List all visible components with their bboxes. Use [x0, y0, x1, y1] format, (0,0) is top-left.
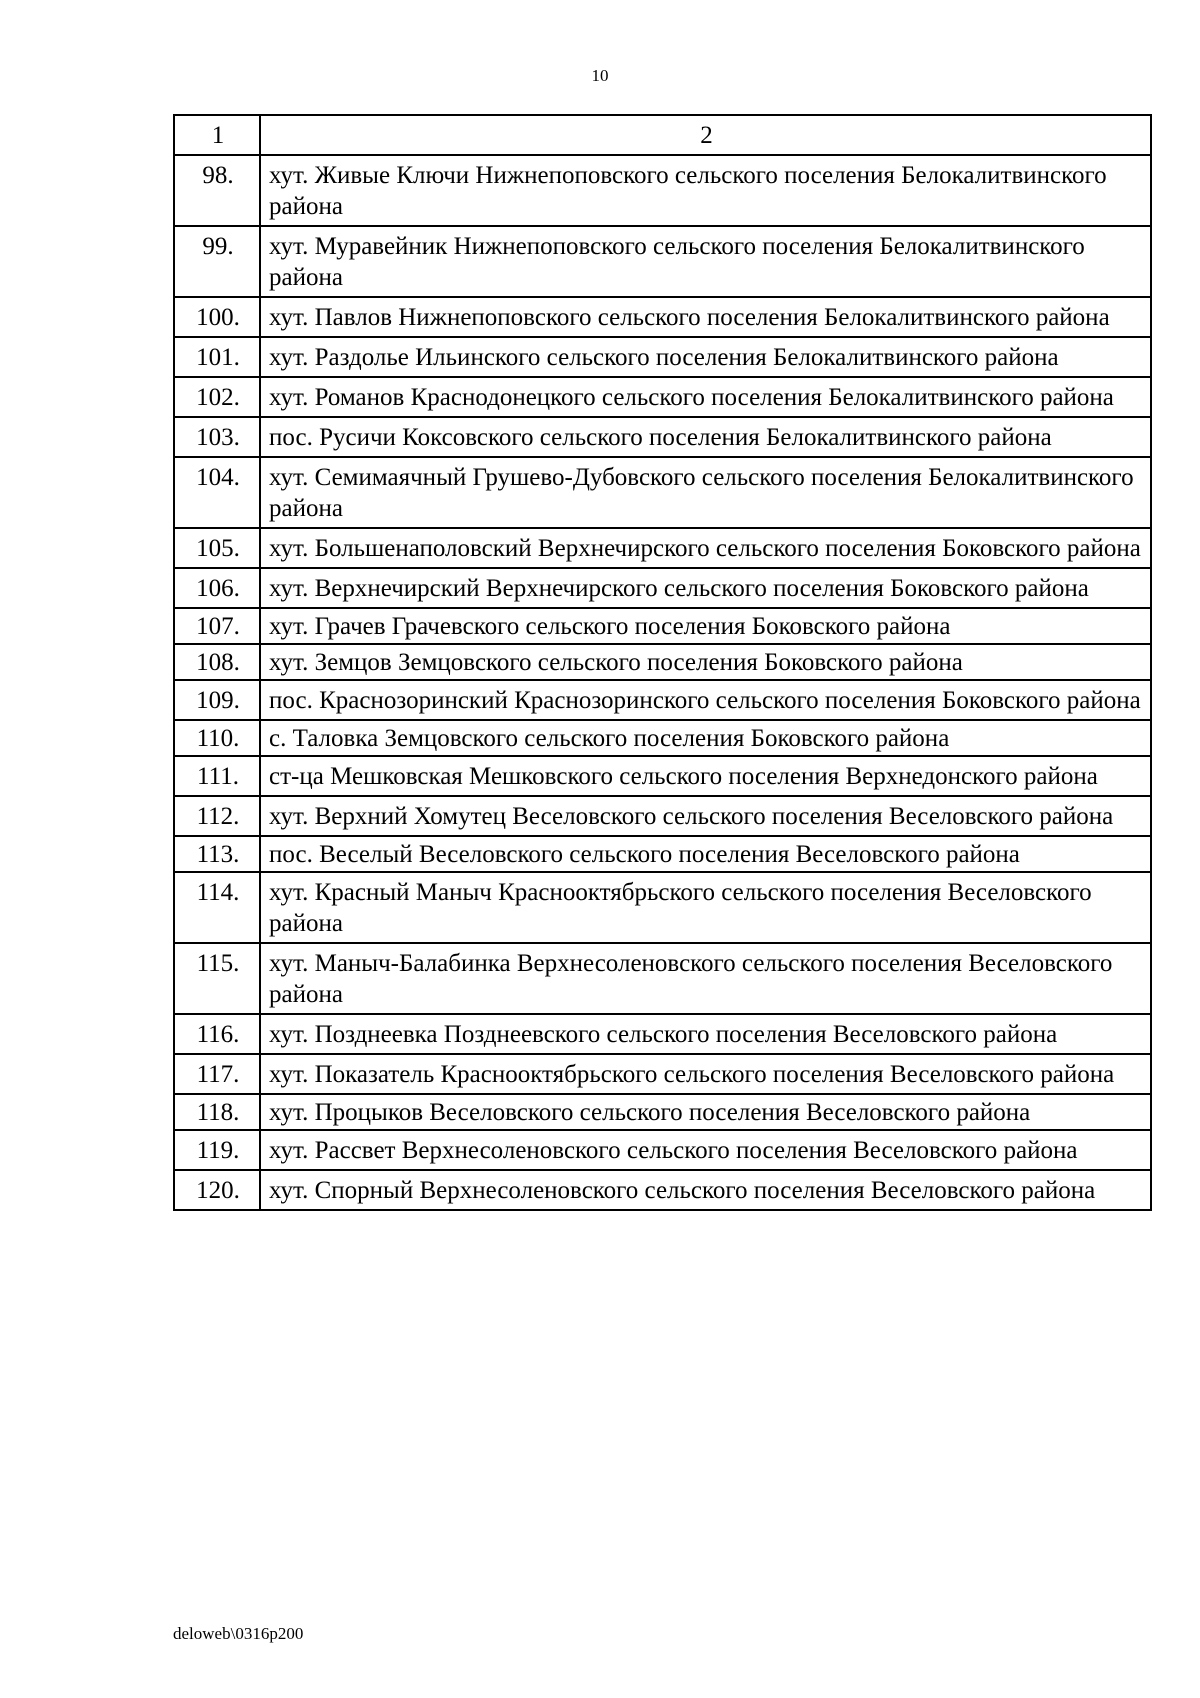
row-text: хут. Раздолье Ильинского сельского поселения Белокалитвинского района [260, 337, 1151, 377]
document-footer-code: deloweb\0316p200 [173, 1624, 304, 1643]
row-text: хут. Живые Ключи Нижнепоповского сельского поселения Белокалитвинского района [260, 155, 1151, 226]
row-number: 101. [174, 337, 260, 377]
row-text: хут. Грачев Грачевского сельского поселения Боковского района [260, 608, 1151, 644]
table-row [174, 1054, 1151, 1094]
table-row [174, 680, 1151, 720]
row-text: с. Таловка Земцовского сельского поселения Боковского района [260, 720, 1151, 756]
table-header-row [174, 115, 1151, 155]
page-number: 10 [591, 66, 609, 85]
table-row [174, 377, 1151, 417]
row-text: ст-ца Мешковская Мешковского сельского поселения Верхнедонского района [260, 756, 1151, 796]
row-text: хут. Земцов Земцовского сельского поселения Боковского района [260, 644, 1151, 680]
table-row [174, 608, 1151, 644]
table-row [174, 417, 1151, 457]
row-text: хут. Павлов Нижнепоповского сельского поселения Белокалитвинского района [260, 297, 1151, 337]
table-row [174, 337, 1151, 377]
table-row [174, 943, 1151, 1014]
row-text: хут. Романов Краснодонецкого сельского поселения Белокалитвинского района [260, 377, 1151, 417]
row-number: 100. [174, 297, 260, 337]
row-text: хут. Семимаячный Грушево-Дубовского сельского поселения Белокалитвинского района [260, 457, 1151, 528]
table-row [174, 720, 1151, 756]
row-number: 105. [174, 528, 260, 568]
row-number: 111. [174, 756, 260, 796]
row-text: хут. Рассвет Верхнесоленовского сельского поселения Веселовского района [260, 1130, 1151, 1170]
row-text: пос. Веселый Веселовского сельского поселения Веселовского района [260, 836, 1151, 872]
row-text: хут. Маныч-Балабинка Верхнесоленовского сельского поселения Веселовского района [260, 943, 1151, 1014]
table-row [174, 528, 1151, 568]
row-text: пос. Русичи Коксовского сельского поселения Белокалитвинского района [260, 417, 1151, 457]
table-row [174, 155, 1151, 226]
settlements-table [173, 114, 1152, 1211]
row-text: хут. Показатель Краснооктябрьского сельского поселения Веселовского района [260, 1054, 1151, 1094]
column-header-name: 2 [260, 115, 1151, 155]
table-row [174, 1014, 1151, 1054]
table-row [174, 872, 1151, 943]
row-number: 109. [174, 680, 260, 720]
row-number: 98. [174, 155, 260, 226]
table-row [174, 568, 1151, 608]
row-text: хут. Позднеевка Позднеевского сельского поселения Веселовского района [260, 1014, 1151, 1054]
row-number: 99. [174, 226, 260, 297]
row-number: 107. [174, 608, 260, 644]
table-row [174, 1170, 1151, 1210]
row-number: 120. [174, 1170, 260, 1210]
row-text: хут. Спорный Верхнесоленовского сельского поселения Веселовского района [260, 1170, 1151, 1210]
row-text: хут. Муравейник Нижнепоповского сельского поселения Белокалитвинского района [260, 226, 1151, 297]
table-row [174, 796, 1151, 836]
row-number: 113. [174, 836, 260, 872]
row-number: 110. [174, 720, 260, 756]
row-number: 116. [174, 1014, 260, 1054]
row-number: 117. [174, 1054, 260, 1094]
table-row [174, 1094, 1151, 1130]
row-number: 102. [174, 377, 260, 417]
row-text: хут. Процыков Веселовского сельского поселения Веселовского района [260, 1094, 1151, 1130]
row-text: хут. Верхнечирский Верхнечирского сельского поселения Боковского района [260, 568, 1151, 608]
table-row [174, 1130, 1151, 1170]
row-number: 119. [174, 1130, 260, 1170]
table-row [174, 836, 1151, 872]
table-row [174, 644, 1151, 680]
row-text: хут. Большенаполовский Верхнечирского сельского поселения Боковского района [260, 528, 1151, 568]
table-row [174, 297, 1151, 337]
row-text: хут. Красный Маныч Краснооктябрьского сельского поселения Веселовского района [260, 872, 1151, 943]
row-number: 108. [174, 644, 260, 680]
row-number: 104. [174, 457, 260, 528]
row-number: 114. [174, 872, 260, 943]
row-number: 112. [174, 796, 260, 836]
row-text: пос. Краснозоринский Краснозоринского сельского поселения Боковского района [260, 680, 1151, 720]
table-row [174, 756, 1151, 796]
row-number: 103. [174, 417, 260, 457]
row-text: хут. Верхний Хомутец Веселовского сельского поселения Веселовского района [260, 796, 1151, 836]
row-number: 118. [174, 1094, 260, 1130]
column-header-number: 1 [174, 115, 260, 155]
row-number: 106. [174, 568, 260, 608]
row-number: 115. [174, 943, 260, 1014]
table-row [174, 457, 1151, 528]
table-row [174, 226, 1151, 297]
